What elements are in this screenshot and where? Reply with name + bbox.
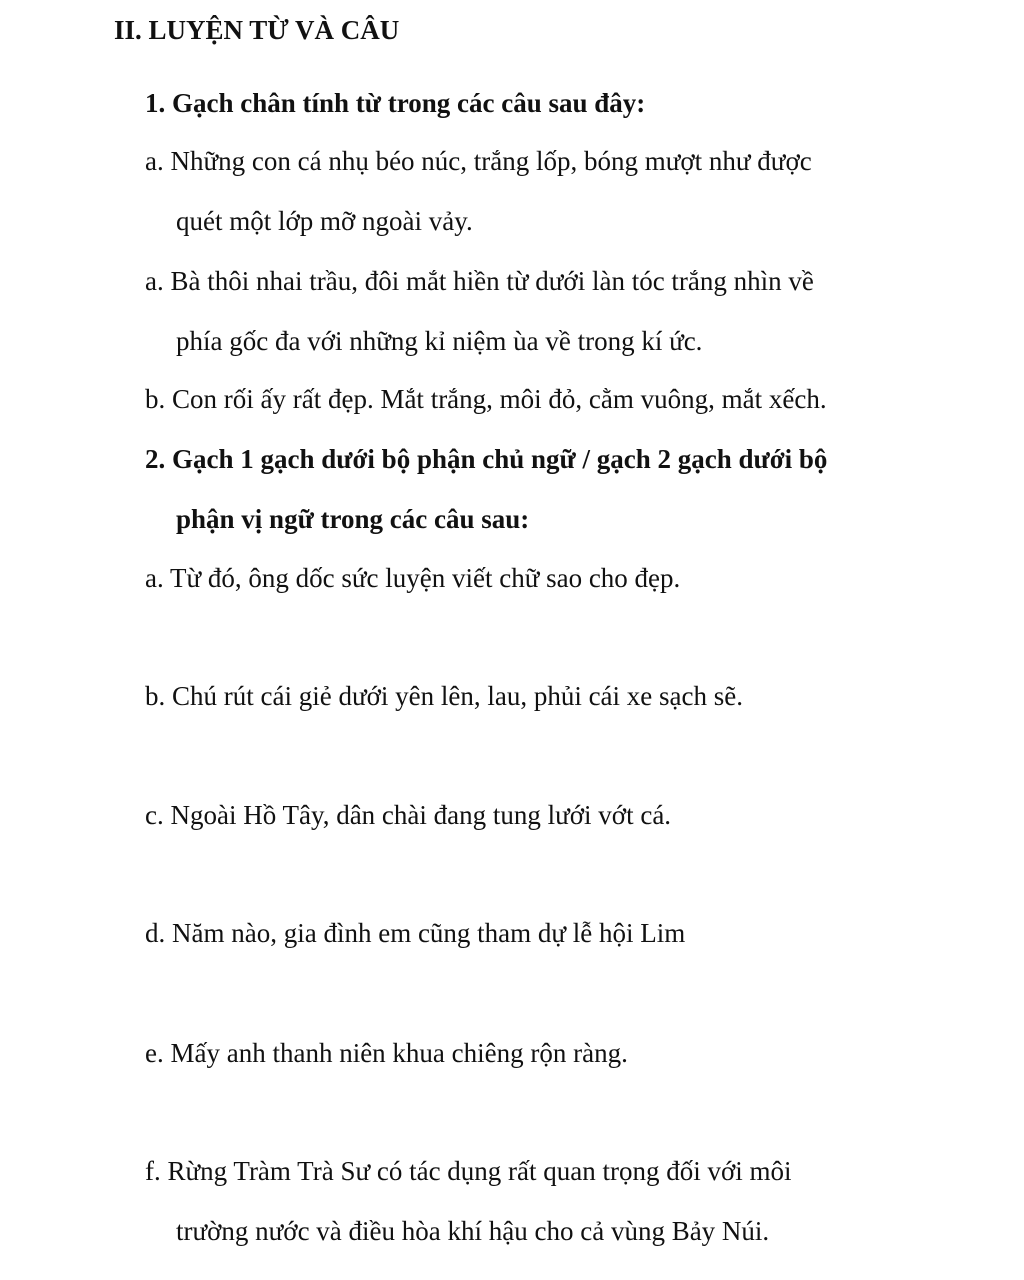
exercise-2-item-b: b. Chú rút cái giẻ dưới yên lên, lau, phủi cái xe sạch sẽ. — [145, 681, 743, 711]
exercise-2-item-f-line-2: trường nước và điều hòa khí hậu cho cả vùng Bảy Núi. — [176, 1216, 770, 1246]
exercise-1-item-a-line-2: quét một lớp mỡ ngoài vảy. — [176, 206, 473, 236]
exercise-1-item-a-line-1 — [145, 145, 910, 177]
exercise-1-item-b: b. Con rối ấy rất đẹp. Mắt trắng, môi đỏ, cằm vuông, mắt xếch. — [145, 384, 827, 414]
exercise-2-item-f-line-1: f. Rừng Tràm Trà Sư có tác dụng rất quan trọng đối với môi — [145, 1156, 792, 1186]
exercise-1-item-a2-line-1: a. Bà thôi nhai trầu, đôi mắt hiền từ dưới làn tóc trắng nhìn về — [145, 266, 814, 296]
exercise-1-item-a2-line-2: phía gốc đa với những kỉ niệm ùa về trong kí ức. — [176, 326, 703, 356]
exercise-1-heading: 1. Gạch chân tính từ trong các câu sau đây: — [145, 88, 646, 118]
exercise-2-heading-line-1: 2. Gạch 1 gạch dưới bộ phận chủ ngữ / gạch 2 gạch dưới bộ — [145, 444, 828, 474]
exercise-1-item-a-text: a. Những con cá nhụ béo núc, trắng lốp, bóng mượt như được — [145, 146, 812, 176]
exercise-2-heading-line-2: phận vị ngữ trong các câu sau: — [176, 504, 530, 534]
section-title: II. LUYỆN TỪ VÀ CÂU — [114, 15, 400, 45]
exercise-2-item-e: e. Mấy anh thanh niên khua chiêng rộn ràng. — [145, 1038, 628, 1068]
exercise-2-item-c: c. Ngoài Hồ Tây, dân chài đang tung lưới vớt cá. — [145, 800, 672, 830]
exercise-2-item-d: d. Năm nào, gia đình em cũng tham dự lễ hội Lim — [145, 918, 686, 948]
exercise-2-item-a: a. Từ đó, ông dốc sức luyện viết chữ sao cho đẹp. — [145, 563, 681, 593]
